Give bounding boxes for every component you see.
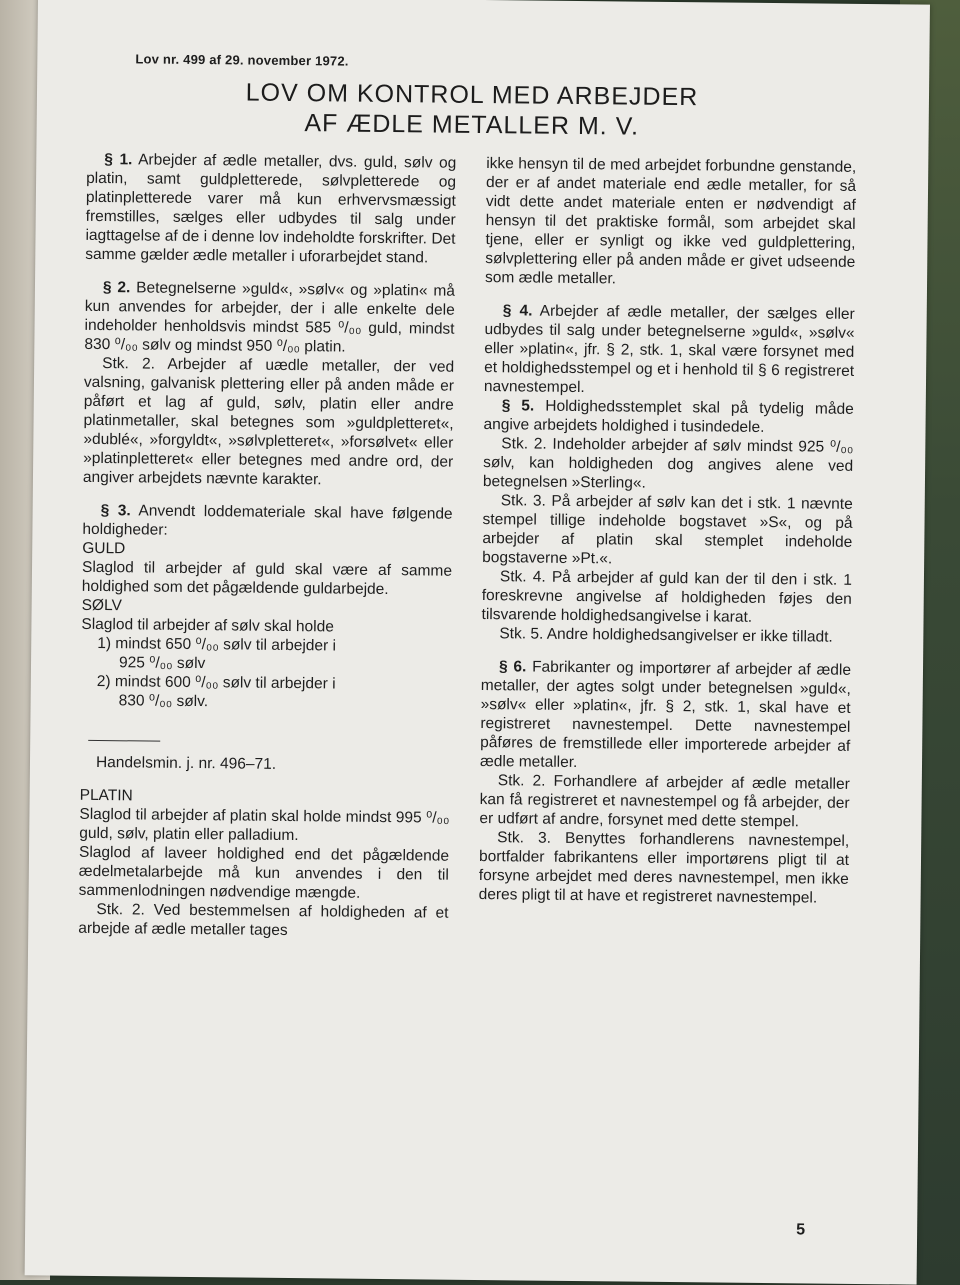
section-3-stk-2: Stk. 2. Ved bestemmelsen af holdigheden af et arbejde af ædle metaller tages xyxy=(78,900,449,939)
title-line-1: LOV OM KONTROL MED ARBEJDER xyxy=(245,78,699,112)
section-3-label: § 3. xyxy=(100,502,131,520)
section-4-label: § 4. xyxy=(502,302,533,320)
section-6-stk-3: Stk. 3. Benyttes forhandlerens navnestempel, bortfalder fabrikantens eller importørens pligt til at forsyne arbejdet med deres navnestempel, men ikke deres pligt til at have et registreret navnestempel. xyxy=(478,829,850,907)
section-1-label: § 1. xyxy=(104,151,133,169)
left-column xyxy=(78,150,456,942)
law-reference: Lov nr. 499 af 29. november 1972. xyxy=(135,51,349,69)
section-6-text: Fabrikanter og importører af arbejder af ædle metaller, der agtes solgt under betegnelsen »guld«, »sølv« eller »platin«, jfr. § 2, stk. 1, skal have et registreret navnestempel. Dette navnestempel påføres de fremstillede eller importerede arbejder af ædle metaller. xyxy=(479,658,852,772)
section-4-text: Arbejder af ædle metaller, der sælges eller udbydes til salg under betegnelserne »guld«, »sølv« eller »platin«, jfr. § 2, stk. 1, skal være forsynet med et holdighedsstempel og et i henhold til § 6 registreret navnestempel. xyxy=(483,302,855,397)
right-column xyxy=(478,154,856,946)
solv-item-1 xyxy=(81,634,451,676)
section-3-text: Anvendt loddemateriale skal have følgende holdigheder: xyxy=(82,502,453,539)
page-number: 5 xyxy=(796,1221,806,1239)
section-5-text: Holdighedsstemplet skal på tydelig måde angive arbejdets holdighed i tusindedele. xyxy=(483,397,854,436)
guld-text: Slaglod til arbejder af guld skal være af samme holdighed som det pågældende guldarbejde. xyxy=(81,558,453,599)
platin-text-2: Slaglod af laveer holdighed end det pågældende ædelmetalarbejde må kun anvendes i den til sammenlodningen nødvendige mængde. xyxy=(78,843,450,902)
platin-heading: PLATIN xyxy=(79,786,133,805)
section-5-stk-3: Stk. 3. På arbejder af sølv kan det i stk. 1 nævnte stempel tillige indeholde bogstavet »S«, og på arbejder af platin skal stemplet indeholde bogstaverne »Pt.«. xyxy=(482,492,853,568)
section-5-stk-5: Stk. 5. Andre holdighedsangivelser er ikke tilladt. xyxy=(499,625,833,646)
section-2-text: Betegnelserne »guld«, »sølv« og »platin« må kun anvendes for arbejder, der i alle enkelte dele indeholder henholdsvis mindst 585 ⁰/₀₀ guld, mindst 830 ⁰/₀₀ sølv og mindst 950 ⁰/₀₀ platin. xyxy=(84,279,456,356)
solv-heading: SØLV xyxy=(81,596,122,615)
document-page xyxy=(25,0,930,1285)
text-columns xyxy=(78,150,856,946)
guld-heading: GULD xyxy=(82,539,126,558)
solv-text: Slaglod til arbejder af sølv skal holde xyxy=(81,615,334,636)
section-3 xyxy=(82,501,452,543)
solv-item-2 xyxy=(81,672,451,714)
section-5-stk-2: Stk. 2. Indeholder arbejder af sølv mindst 925 ⁰/₀₀ sølv, kan holdigheden dog angives alene ved betegnelsen »Sterling«. xyxy=(482,435,854,492)
page-content xyxy=(78,51,857,946)
solv-item-2-b: 830 ⁰/₀₀ sølv. xyxy=(118,692,209,711)
footnote: Handelsmin. j. nr. 496–71. xyxy=(95,753,277,773)
section-5 xyxy=(483,396,853,438)
title-line-2: AF ÆDLE METALLER M. V. xyxy=(304,109,640,141)
section-5-stk-4: Stk. 4. På arbejder af guld kan der til den i stk. 1 foreskrevne angivelse af holdigheden føjes den tilsvarende holdighedsangivelse i karat. xyxy=(481,568,853,626)
page-title xyxy=(87,76,858,144)
section-2-stk-2: Stk. 2. Arbejder af uædle metaller, der ved valsning, galvanisk plettering eller på anden måde er påført et lag af guld, sølv, platin eller andre platinmetaller, skal betegnes som »guldpletteret«, »dublé«, »forgyldt«, »sølvpletteret«, »forsølvet« eller »platinpletteret« eller betegnes med andre ord, der angiver arbejdets nævnte karakter. xyxy=(82,355,455,489)
solv-item-1-a: 1) mindst 650 ⁰/₀₀ sølv til arbejder i xyxy=(97,634,337,655)
footnote-divider xyxy=(88,740,160,742)
section-6-stk-2: Stk. 2. Forhandlere af arbejder af ædle metaller kan få registreret et navnestempel og få arbejder, der er udført af andre, forsynet med dette stempel. xyxy=(479,772,850,831)
section-4 xyxy=(484,301,855,400)
section-2 xyxy=(84,278,455,358)
platin-text: Slaglod til arbejder af platin skal holde mindst 995 ⁰/₀₀ guld, sølv, platin eller palladium. xyxy=(79,805,450,845)
solv-item-1-b: 925 ⁰/₀₀ sølv xyxy=(118,654,206,673)
section-6 xyxy=(480,657,851,775)
section-1-text: Arbejder af ædle metaller, dvs. guld, sølv og platin, samt guldpletterede, sølvpletterede og platinpletterede varer må kun erhvervsmæssigt fremstilles, sælges eller udbydes til salg under iagttagelse af de i denne lov indeholdte forskrifter. Det samme gælder ædle metaller i uforarbejdet stand. xyxy=(85,151,457,267)
section-6-label: § 6. xyxy=(498,658,527,676)
solv-item-2-a: 2) mindst 600 ⁰/₀₀ sølv til arbejder i xyxy=(96,672,336,693)
section-1 xyxy=(85,150,456,268)
section-5-label: § 5. xyxy=(501,397,535,415)
continued-text: ikke hensyn til de med arbejdet forbundne genstande, der er af andet materiale end ædle metaller, for så vidt dette andet materiale enten er nødvendigt af hensyn til det praktiske formål, som arbejdet skal tjene, eller er synligt og ikke ved guldplettering, sølvplettering eller på anden måde er givet udseende som ædle metaller. xyxy=(485,155,857,288)
section-2-label: § 2. xyxy=(102,279,131,297)
